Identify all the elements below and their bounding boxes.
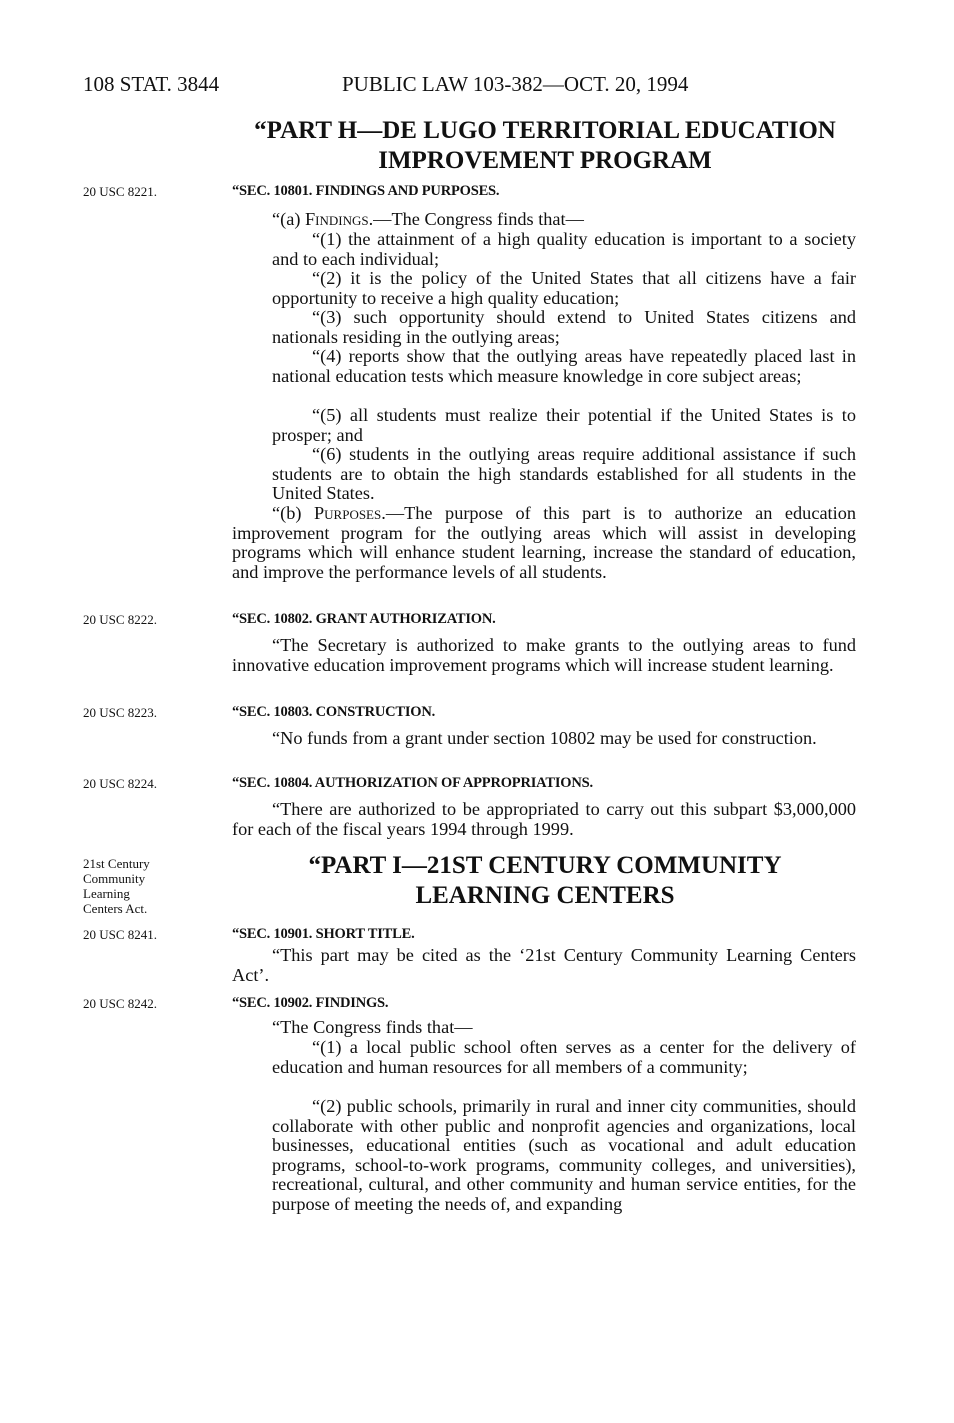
finding-item-4: “(4) reports show that the outlying areas have repeatedly placed last in national education tests which measure knowledge in core subject areas;	[272, 346, 856, 386]
part-i-title-line2: LEARNING CENTERS	[415, 882, 675, 909]
finding-item-1: “(1) the attainment of a high quality education is important to a society and to each individual;	[272, 229, 856, 269]
section-heading-10802: “SEC. 10802. GRANT AUTHORIZATION.	[232, 611, 496, 627]
margin-note-usc-8224: 20 USC 8224.	[83, 776, 158, 791]
section-heading-10803: “SEC. 10803. CONSTRUCTION.	[232, 704, 436, 720]
finding-item-6: “(6) students in the outlying areas require additional assistance if such students are to obtain the high standards established for all students in the United States.	[272, 444, 856, 504]
finding-item-3: “(3) such opportunity should extend to United States citizens and nationals residing in the outlying areas;	[272, 307, 856, 347]
findings-label: Findings.	[304, 209, 374, 229]
finding-10902-item-2: “(2) public schools, primarily in rural and inner city communities, should collaborate with other public and nonprofit agencies and organizations, local businesses, educational entities (such as vocational and adult education programs, school-to-work programs, community colleges, and universities), recreational, cultural, and other community and human service entities, for the purpose of meeting the needs of, and expanding	[272, 1096, 856, 1214]
part-h-title	[235, 116, 855, 176]
margin-note-usc-8242: 20 USC 8242.	[83, 996, 158, 1011]
findings-intro: “(a) Findings.—The Congress finds that—	[272, 209, 584, 229]
section-heading-10901: “SEC. 10901. SHORT TITLE.	[232, 926, 415, 942]
findings-10902-intro: “The Congress finds that—	[272, 1017, 473, 1037]
margin-note-usc-8222: 20 USC 8222.	[83, 612, 158, 627]
appropriations-text: “There are authorized to be appropriated to carry out this subpart $3,000,000 for each of the fiscal years 1994 through 1999.	[232, 799, 856, 839]
purposes-paragraph: “(b) Purposes.—The purpose of this part is to authorize an education improvement program for the outlying areas which will assist in developing programs which will enhance student learning, increase the standard of education, and improve the performance levels of all students.	[232, 503, 856, 582]
part-i-title-line1: “PART I—21ST CENTURY COMMUNITY	[308, 852, 782, 879]
margin-note-usc-8241: 20 USC 8241.	[83, 927, 158, 942]
purposes-label: Purposes.	[313, 503, 386, 523]
part-h-title-line1: “PART H—DE LUGO TERRITORIAL EDUCATION	[254, 117, 836, 144]
margin-note-usc-8221: 20 USC 8221.	[83, 184, 158, 199]
margin-note-usc-8223: 20 USC 8223.	[83, 705, 158, 720]
running-header-law: PUBLIC LAW 103-382—OCT. 20, 1994	[342, 72, 689, 96]
short-title-text: “This part may be cited as the ‘21st Century Community Learning Centers Act’.	[232, 945, 856, 985]
margin-note-act-name: 21st Century Community Learning Centers Act.	[83, 856, 150, 916]
section-heading-10804: “SEC. 10804. AUTHORIZATION OF APPROPRIATIONS.	[232, 775, 593, 791]
construction-text: “No funds from a grant under section 10802 may be used for construction.	[272, 728, 817, 748]
page-stat-number: 108 STAT. 3844	[83, 72, 220, 96]
finding-item-5: “(5) all students must realize their potential if the United States is to prosper; and	[272, 405, 856, 445]
finding-10902-item-1: “(1) a local public school often serves as a center for the delivery of education and human resources for all members of a community;	[272, 1037, 856, 1077]
finding-item-2: “(2) it is the policy of the United States that all citizens have a fair opportunity to receive a high quality education;	[272, 268, 856, 308]
part-h-title-line2: IMPROVEMENT PROGRAM	[378, 147, 712, 174]
grant-authorization-text: “The Secretary is authorized to make grants to the outlying areas to fund innovative education improvement programs which will increase student learning.	[232, 635, 856, 675]
part-i-title	[235, 851, 855, 911]
section-heading-10902: “SEC. 10902. FINDINGS.	[232, 995, 389, 1011]
section-heading-10801: “SEC. 10801. FINDINGS AND PURPOSES.	[232, 183, 500, 199]
